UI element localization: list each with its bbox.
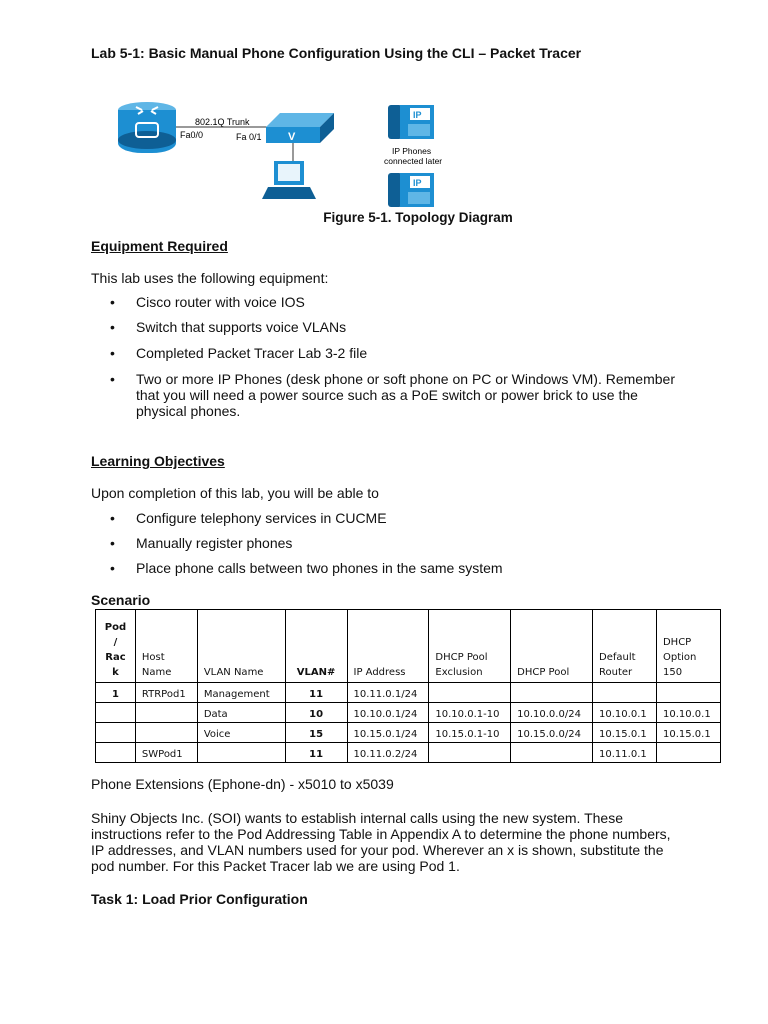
phones-label-2: connected later [384,156,443,166]
table-header-row [96,610,721,683]
header-vlan-num: VLAN# [285,610,347,683]
cell-vlan-name: Data [197,703,285,723]
cell-host [135,723,197,743]
equipment-intro: This lab uses the following equipment: [91,270,329,286]
router-port-label: Fa0/0 [180,130,204,140]
cell-host: SWPod1 [135,743,197,763]
cell-excl: 10.15.0.1-10 [429,723,511,743]
extensions-line: Phone Extensions (Ephone-dn) - x5010 to x5039 [91,776,394,792]
cell-excl [429,743,511,763]
header-ip: IP Address [347,610,429,683]
switch-port-label: Fa 0/1 [236,132,262,142]
table-row [96,743,721,763]
paragraph-line: instructions refer to the Pod Addressing Table in Appendix A to determine the phone numbers, [91,826,671,842]
scenario-heading: Scenario [91,592,151,608]
cell-router [593,683,657,703]
header-host: Host Name [135,610,197,683]
cell-pool: 10.10.0.0/24 [511,703,593,723]
cell-ip: 10.15.0.1/24 [347,723,429,743]
task1-heading: Task 1: Load Prior Configuration [91,891,308,907]
paragraph-line: Shiny Objects Inc. (SOI) wants to establish internal calls using the new system. These [91,810,623,826]
cell-vlan-name: Voice [197,723,285,743]
paragraph-line: IP addresses, and VLAN numbers used for your pod. Wherever an x is shown, substitute the [91,842,664,858]
cell-pod [96,723,136,743]
phones-label-1: IP Phones [392,146,432,156]
cell-pod [96,743,136,763]
cell-router: 10.11.0.1 [593,743,657,763]
header-pod: Pod / Rac k [96,610,136,683]
objectives-intro: Upon completion of this lab, you will be able to [91,485,379,501]
cell-vlan: 15 [285,723,347,743]
cell-opt [656,743,720,763]
cell-vlan-name: Management [197,683,285,703]
cell-opt [656,683,720,703]
cell-vlan-name [197,743,285,763]
cell-pool: 10.15.0.0/24 [511,723,593,743]
cell-opt: 10.10.0.1 [656,703,720,723]
switch-letter: V [288,131,296,143]
header-excl: DHCP Pool Exclusion [429,610,511,683]
paragraph-line: pod number. For this Packet Tracer lab we are using Pod 1. [91,858,460,874]
ip-phone-icon [388,173,434,207]
cell-pod [96,703,136,723]
ip-badge: IP [413,110,422,120]
table-row [96,703,721,723]
equipment-heading: Equipment Required [91,238,228,254]
trunk-label: 802.1Q Trunk [195,117,250,127]
objectives-heading: Learning Objectives [91,453,225,469]
header-opt: DHCP Option 150 [656,610,720,683]
pod-addressing-table [95,609,721,763]
cell-ip: 10.10.0.1/24 [347,703,429,723]
topology-diagram [112,95,452,210]
cell-vlan: 10 [285,703,347,723]
cell-ip: 10.11.0.1/24 [347,683,429,703]
header-pool: DHCP Pool [511,610,593,683]
cell-opt: 10.15.0.1 [656,723,720,743]
cell-excl: 10.10.0.1-10 [429,703,511,723]
header-vlan-name: VLAN Name [197,610,285,683]
router-icon [118,102,176,153]
page-title: Lab 5-1: Basic Manual Phone Configuration Using the CLI – Packet Tracer [91,45,582,61]
table-row [96,683,721,703]
cell-pod: 1 [96,683,136,703]
cell-vlan: 11 [285,683,347,703]
cell-ip: 10.11.0.2/24 [347,743,429,763]
cell-host [135,703,197,723]
pc-icon [262,161,316,199]
cell-vlan: 11 [285,743,347,763]
ip-badge: IP [413,178,422,188]
cell-pool [511,743,593,763]
cell-router: 10.10.0.1 [593,703,657,723]
switch-icon [266,113,334,143]
ip-phone-icon [388,105,434,139]
cell-host: RTRPod1 [135,683,197,703]
cell-pool [511,683,593,703]
table-row [96,723,721,743]
cell-excl [429,683,511,703]
cell-router: 10.15.0.1 [593,723,657,743]
header-router: Default Router [593,610,657,683]
figure-caption: Figure 5-1. Topology Diagram [323,210,513,225]
